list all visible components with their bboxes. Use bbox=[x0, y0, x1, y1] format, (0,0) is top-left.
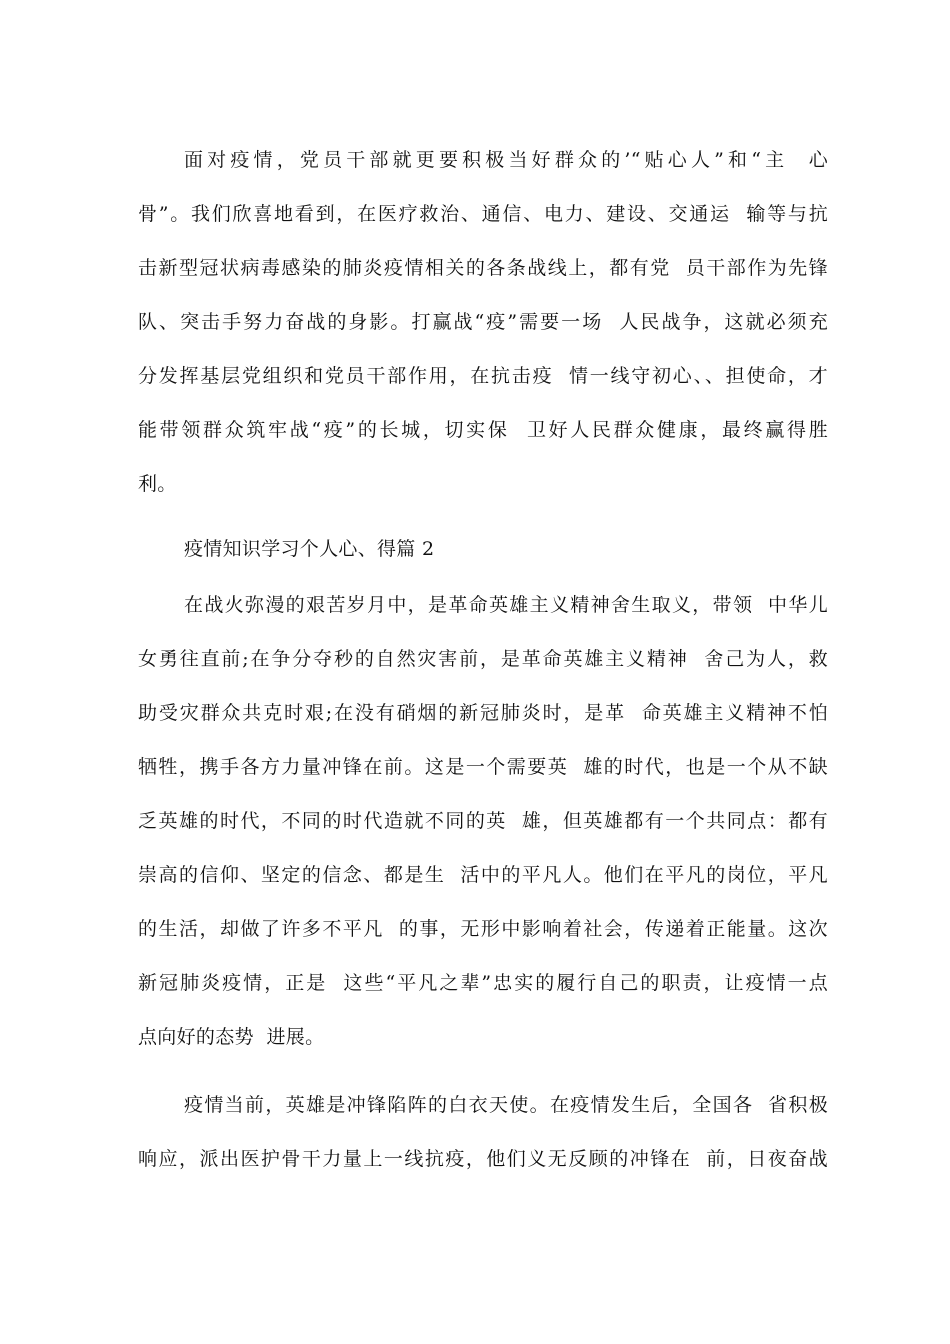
section-heading: 疫情知识学习个人心、得篇 2 bbox=[184, 538, 435, 560]
paragraph-line: 乏英雄的时代，不同的时代造就不同的英 雄，但英雄都有一个共同点：都有 bbox=[138, 810, 828, 832]
paragraph-line: 分发挥基层党组织和党员干部作用，在抗击疫 情一线守初心、、担使命，才 bbox=[138, 365, 828, 387]
paragraph-line: 新冠肺炎疫情，正是 这些“平凡之辈”忠实的履行自己的职责，让疫情一点 bbox=[138, 972, 828, 994]
paragraph-line: 面对疫情，党员干部就更要积极当好群众的’“贴心人”和“主 心 bbox=[184, 149, 828, 171]
paragraph-line: 在战火弥漫的艰苦岁月中，是革命英雄主义精神舍生取义，带领 中华儿 bbox=[184, 594, 828, 616]
paragraph-line: 队、突击手努力奋战的身影。打赢战“疫”需要一场 人民战争，这就必须充 bbox=[138, 311, 828, 333]
paragraph-line: 崇高的信仰、坚定的信念、都是生 活中的平凡人。他们在平凡的岗位，平凡 bbox=[138, 864, 828, 886]
paragraph-line: 能带领群众筑牢战“疫”的长城，切实保 卫好人民群众健康，最终赢得胜 bbox=[138, 419, 828, 441]
paragraph-line: 女勇往直前;在争分夺秒的自然灾害前，是革命英雄主义精神 舍己为人，救 bbox=[138, 648, 828, 670]
paragraph-line: 牺牲，携手各方力量冲锋在前。这是一个需要英 雄的时代，也是一个从不缺 bbox=[138, 756, 828, 778]
paragraph-line: 击新型冠状病毒感染的肺炎疫情相关的各条战线上，都有党 员干部作为先锋 bbox=[138, 257, 828, 279]
paragraph-line: 利。 bbox=[138, 473, 177, 495]
paragraph-line: 助受灾群众共克时艰;在没有硝烟的新冠肺炎时，是革 命英雄主义精神不怕 bbox=[138, 702, 828, 724]
paragraph-line: 的生活，却做了许多不平凡 的事，无形中影响着社会，传递着正能量。这次 bbox=[138, 918, 828, 940]
paragraph-line: 响应，派出医护骨干力量上一线抗疫，他们义无反顾的冲锋在 前，日夜奋战 bbox=[138, 1148, 828, 1170]
paragraph-line: 疫情当前，英雄是冲锋陷阵的白衣天使。在疫情发生后，全国各 省积极 bbox=[184, 1094, 828, 1116]
paragraph-line: 骨”。我们欣喜地看到，在医疗救治、通信、电力、建设、交通运 输等与抗 bbox=[138, 203, 828, 225]
paragraph-line: 点向好的态势 进展。 bbox=[138, 1026, 325, 1048]
